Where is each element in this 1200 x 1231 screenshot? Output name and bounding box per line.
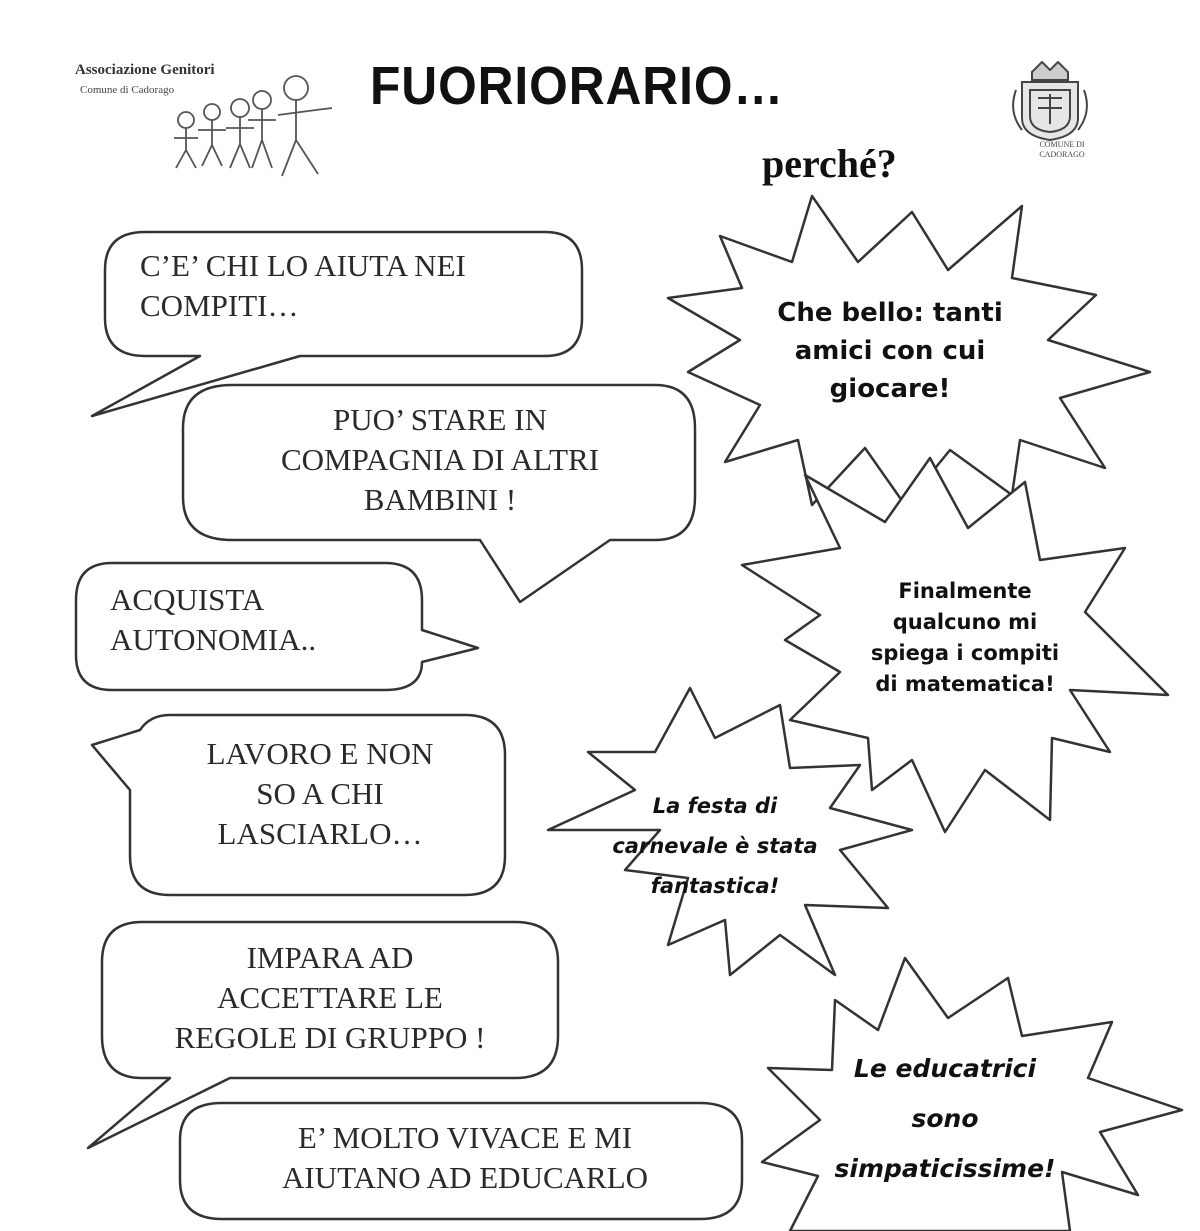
association-subtitle: Comune di Cadorago [80,84,175,96]
association-name: Associazione Genitori [75,62,215,78]
bubble-text-5: IMPARA AD ACCETTARE LE REGOLE DI GRUPPO ! [174,940,486,1055]
stick-figure-children-logo [174,76,332,176]
bubble-text-4: LAVORO E NON SO A CHI LASCIARLO… [206,736,434,851]
page-title: FUORIORARIO… [370,56,784,116]
municipal-coat-of-arms [1013,62,1087,140]
bubble-text-6: E’ MOLTO VIVACE E MI AIUTANO AD EDUCARLO [281,1120,649,1195]
burst-text-3: La festa di carnevale è stata fantastica! [612,794,818,898]
bubble-text-1: C’E’ CHI LO AIUTA NEI COMPITI… [140,248,466,323]
burst-text-1: Che bello: tanti amici con cui giocare! [777,298,1003,404]
bubble-text-3: ACQUISTA AUTONOMIA.. [110,582,317,657]
burst-text-2: Finalmente qualcuno mi spiega i compiti di matematica! [870,579,1060,696]
comune-label: COMUNE DI CADORAGO [1039,140,1085,159]
page-subtitle: perché? [762,141,897,186]
burst-text-4: Le educatrici sono simpaticissime! [834,1054,1056,1183]
bubble-text-2: PUO’ STARE IN COMPAGNIA DI ALTRI BAMBINI ! [280,402,600,517]
